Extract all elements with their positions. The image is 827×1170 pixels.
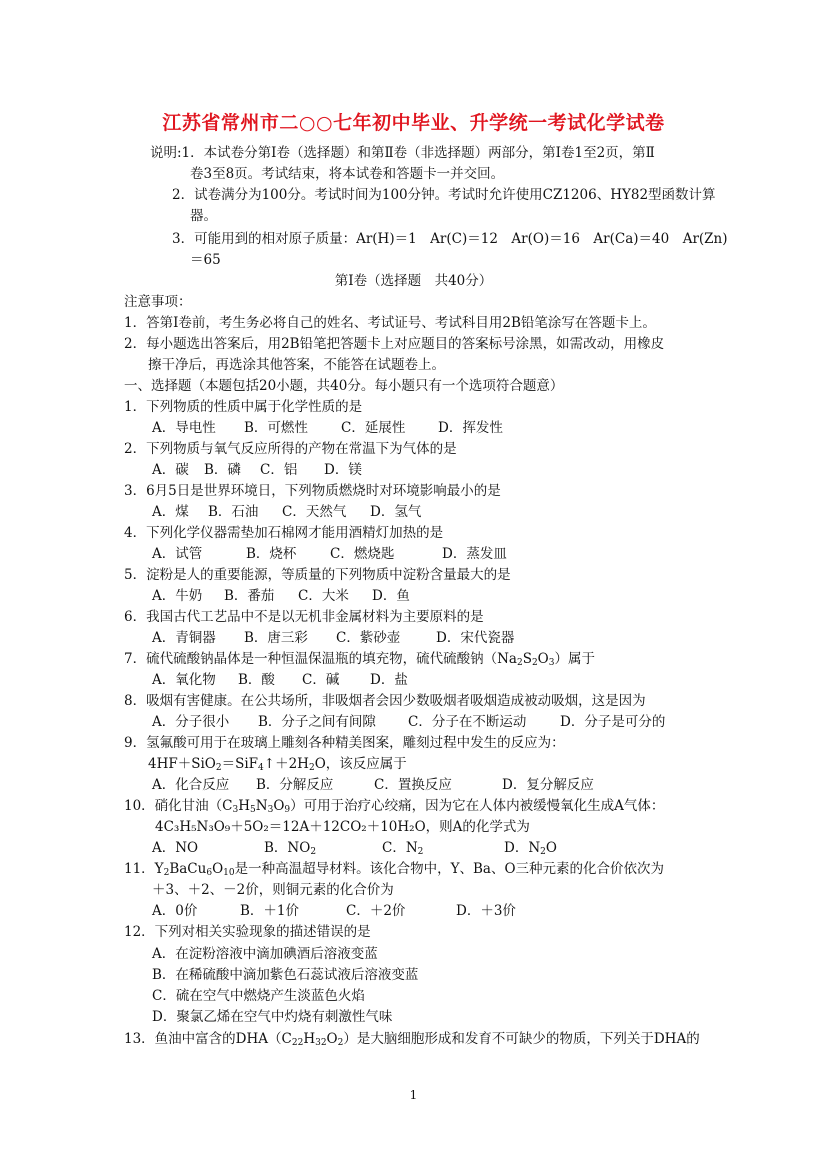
option-b: B．酸: [238, 672, 275, 688]
option-a: A．氧化物: [152, 672, 216, 688]
section-title: 第Ⅰ卷（选择题 共40分）: [334, 273, 493, 289]
question-11-stem: 11．$Y_2BaCu_6O_{10}$是一种高温超导材料。该化合物中，Y、Ba、O三种元素的化合价依次为: [124, 861, 665, 878]
question-2-options: [152, 460, 384, 480]
note-2b: 擦干净后，再选涂其他答案，不能答在试题卷上。: [148, 357, 445, 373]
option-d: D．宋代瓷器: [436, 630, 515, 646]
question-8-stem: 8．吸烟有害健康。在公共场所，非吸烟者会因少数吸烟者吸烟造成被动吸烟，这是因为: [124, 693, 646, 709]
note-2a: 2．每小题选出答案后，用2B铅笔把答题卡上对应题目的答案标号涂黑，如需改动，用橡皮: [124, 336, 665, 352]
question-7-stem: 7．硫代硫酸钠晶体是一种恒温保温瓶的填充物，硫代硫酸钠$(Na_2S_2O_3)$属于: [124, 651, 595, 668]
instruction-line-4: 器。: [190, 208, 217, 224]
question-10-stem: 10．硝化甘油$(C_3H_5N_3O_9)$可用于治疗心绞痛，因为它在人体内被缓慢氧化生成A气体：: [124, 798, 665, 815]
question-6-stem: 6．我国古代工艺品中不是以无机非金属材料为主要原料的是: [124, 609, 484, 625]
question-10-options: [152, 838, 579, 858]
question-12-option-d: D．聚氯乙烯在空气中灼烧有刺激性气味: [152, 1009, 393, 1025]
question-12-stem: 12．下列对相关实验现象的描述错误的是: [124, 924, 371, 940]
question-9-equation: $4HF+SiO_2=SiF_4↑+2H_2O$，该反应属于: [148, 756, 407, 773]
option-a: A．分子很小: [152, 714, 230, 730]
question-7-options: [152, 670, 430, 690]
instruction-line-1: 说明:1．本试卷分第Ⅰ卷（选择题）和第Ⅱ卷（非选择题）两部分，第Ⅰ卷1至2页，第Ⅱ: [150, 145, 655, 161]
option-b: B．$NO_2$: [264, 840, 317, 857]
note-1: 1．答第Ⅰ卷前，考生务必将自己的姓名、考试证号、考试科目用2B铅笔涂写在答题卡上。: [124, 315, 656, 331]
question-4-options: [152, 544, 529, 564]
option-c: C．燃烧匙: [330, 546, 395, 562]
option-c: C．紫砂壶: [336, 630, 401, 646]
option-a: A．0价: [152, 903, 198, 919]
instruction-line-3: 2．试卷满分为100分。考试时间为100分钟。考试时允许使用CZ1206、HY82型函数计算: [172, 187, 716, 203]
part-heading: 一、选择题（本题包括20小题，共40分。每小题只有一个选项符合题意）: [124, 378, 564, 394]
option-b: B．分子之间有间隙: [258, 714, 376, 730]
option-a: A．化合反应: [152, 777, 230, 793]
option-a: A．青铜器: [152, 630, 216, 646]
question-8-options: [152, 712, 687, 732]
question-6-options: [152, 628, 536, 648]
option-c: C．大米: [298, 588, 349, 604]
option-a: A．导电性: [152, 420, 216, 436]
question-13-stem: 13．鱼油中富含的$DHA(C_{22}H_{32}O_2)$是大脑细胞形成和发育不可缺少的物质，下列关于DHA的: [124, 1031, 700, 1048]
option-d: D．挥发性: [438, 420, 503, 436]
option-d: D．蒸发皿: [442, 546, 507, 562]
option-c: C．＋2价: [346, 903, 406, 919]
option-a: A．牛奶: [152, 588, 203, 604]
option-b: B．磷: [204, 462, 241, 478]
option-d: D．氢气: [370, 504, 422, 520]
option-d: D．镁: [324, 462, 362, 478]
option-d: D．分子是可分的: [560, 714, 666, 730]
option-c: C．铝: [260, 462, 298, 478]
option-c: C．碱: [302, 672, 340, 688]
option-c: C．延展性: [341, 420, 406, 436]
question-1-stem: 1．下列物质的性质中属于化学性质的是: [124, 399, 363, 415]
question-12-option-b: B．在稀硫酸中滴加紫色石蕊试液后溶液变蓝: [152, 967, 419, 983]
option-d: D．$N_2O$: [504, 840, 557, 857]
option-a: A．NO: [152, 840, 199, 856]
instruction-line-2: 卷3至8页。考试结束，将本试卷和答题卡一并交回。: [190, 166, 505, 182]
question-2-stem: 2．下列物质与氧气反应所得的产物在常温下为气体的是: [124, 441, 457, 457]
option-c: C．置换反应: [374, 777, 452, 793]
option-a: A．碳: [152, 462, 189, 478]
option-c: C．分子在不断运动: [408, 714, 527, 730]
question-5-options: [152, 586, 432, 606]
option-d: D．盐: [370, 672, 408, 688]
option-a: A．煤: [152, 504, 189, 520]
question-12-option-a: A．在淀粉溶液中滴加碘酒后溶液变蓝: [152, 946, 378, 962]
question-3-options: [152, 502, 443, 522]
option-b: B．唐三彩: [244, 630, 308, 646]
option-b: B．番茄: [224, 588, 275, 604]
question-11-stem-continued: ＋3、＋2、－2价，则铜元素的化合价为: [152, 882, 394, 898]
exam-title: 江苏省常州市二○○七年初中毕业、升学统一考试化学试卷: [162, 112, 665, 134]
option-b: B．＋1价: [240, 903, 300, 919]
option-b: B．烧杯: [246, 546, 297, 562]
option-a: A．试管: [152, 546, 203, 562]
question-12-option-c: C．硫在空气中燃烧产生淡蓝色火焰: [152, 988, 365, 1004]
instruction-line-6: ＝65: [190, 252, 221, 268]
option-b: B．可燃性: [244, 420, 308, 436]
question-3-stem: 3．6月5日是世界环境日，下列物质燃烧时对环境影响最小的是: [124, 483, 501, 499]
question-10-equation: 4C₃H₅N₃O₉＋5O₂＝12A＋12CO₂＋10H₂O，则A的化学式为: [155, 819, 530, 835]
option-d: D．鱼: [372, 588, 410, 604]
question-9-stem: 9．氢氟酸可用于在玻璃上雕刻各种精美图案，雕刻过程中发生的反应为：: [124, 735, 565, 751]
question-9-options: [152, 775, 616, 795]
question-4-stem: 4．下列化学仪器需垫加石棉网才能用酒精灯加热的是: [124, 525, 444, 541]
option-d: D．复分解反应: [502, 777, 594, 793]
instruction-line-5: 3．可能用到的相对原子质量：Ar(H)＝1 Ar(C)＝12 Ar(O)＝16 Ar(Ca)＝40 Ar(Zn): [172, 231, 728, 247]
option-d: D．＋3价: [456, 903, 516, 919]
question-11-options: [152, 901, 538, 921]
option-b: B．分解反应: [256, 777, 334, 793]
page-number: 1: [409, 1088, 418, 1102]
question-1-options: [152, 418, 525, 438]
option-c: C．$N_2$: [382, 840, 424, 857]
option-b: B．石油: [208, 504, 259, 520]
option-c: C．天然气: [282, 504, 347, 520]
question-5-stem: 5．淀粉是人的重要能源，等质量的下列物质中淀粉含量最大的是: [124, 567, 511, 583]
notes-heading: 注意事项：: [124, 294, 192, 310]
